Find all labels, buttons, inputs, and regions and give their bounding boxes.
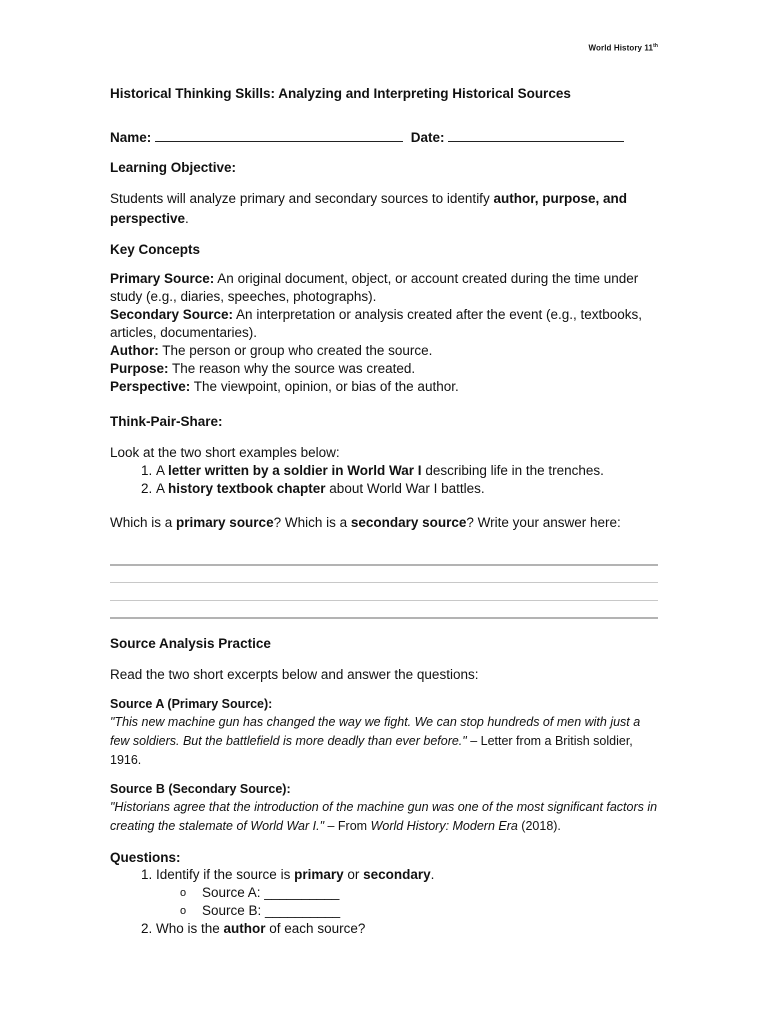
concept-author: Author: The person or group who created the source. (110, 343, 433, 358)
questions-heading: Questions: (110, 850, 181, 865)
learning-objective-text: Students will analyze primary and secondary sources to identify author, purpose, and perspective. (110, 191, 627, 226)
concept-purpose: Purpose: The reason why the source was created. (110, 361, 416, 376)
questions-list (110, 866, 656, 938)
source-b-label: Source B (Secondary Source): (110, 782, 291, 796)
think-pair-share-examples (110, 462, 656, 498)
source-b-excerpt: "Historians agree that the introduction of the machine gun was one of the most significant factors in creating the stalemate of World War I." – From World History: Modern Era (2018). (110, 800, 658, 833)
think-pair-share-heading: Think-Pair-Share: (110, 414, 223, 429)
name-label: Name: (110, 130, 152, 145)
name-blank[interactable] (155, 129, 403, 142)
source-a-excerpt: "This new machine gun has changed the way we fight. We can stop hundreds of men with just a few soldiers. But the battlefield is more deadly than ever before." – Letter from a British soldier, 1916. (110, 715, 641, 767)
date-blank[interactable] (448, 129, 624, 142)
source-answer-list (156, 884, 656, 920)
answer-line[interactable] (110, 617, 658, 619)
list-item: 1. Identify if the source is primary or secondary. o Source A: __________ o Source B: __________ (156, 866, 656, 920)
course-header: World History 11th (588, 43, 658, 53)
key-concepts-heading: Key Concepts (110, 242, 201, 257)
learning-objective-heading: Learning Objective: (110, 160, 237, 175)
think-pair-share-intro: Look at the two short examples below: (110, 445, 340, 460)
source-b-answer[interactable]: o Source B: __________ (202, 902, 656, 920)
source-analysis-heading: Source Analysis Practice (110, 636, 271, 651)
date-label: Date: (410, 130, 445, 145)
concept-perspective: Perspective: The viewpoint, opinion, or bias of the author. (110, 379, 459, 394)
concept-primary-source: Primary Source: An original document, object, or account created during the time under study (e.g., diaries, speeches, photographs). (110, 271, 639, 304)
answer-line[interactable] (110, 564, 658, 566)
worksheet-title: Historical Thinking Skills: Analyzing and Interpreting Historical Sources (110, 86, 571, 101)
answer-line[interactable] (110, 600, 658, 601)
source-a-label: Source A (Primary Source): (110, 697, 273, 711)
list-item: 1. A letter written by a soldier in World War I describing life in the trenches. (156, 462, 656, 480)
source-analysis-intro: Read the two short excerpts below and answer the questions: (110, 667, 479, 682)
list-item: 2. Who is the author of each source? (156, 920, 656, 938)
source-a-answer[interactable]: o Source A: __________ (202, 884, 656, 902)
think-pair-share-question: Which is a primary source? Which is a secondary source? Write your answer here: (110, 515, 621, 530)
key-concepts-list (110, 270, 658, 396)
list-item: 2. A history textbook chapter about World War I battles. (156, 480, 656, 498)
name-date-row (110, 129, 624, 145)
answer-line[interactable] (110, 582, 658, 583)
concept-secondary-source: Secondary Source: An interpretation or analysis created after the event (e.g., textbooks, articles, documentaries). (110, 307, 643, 340)
